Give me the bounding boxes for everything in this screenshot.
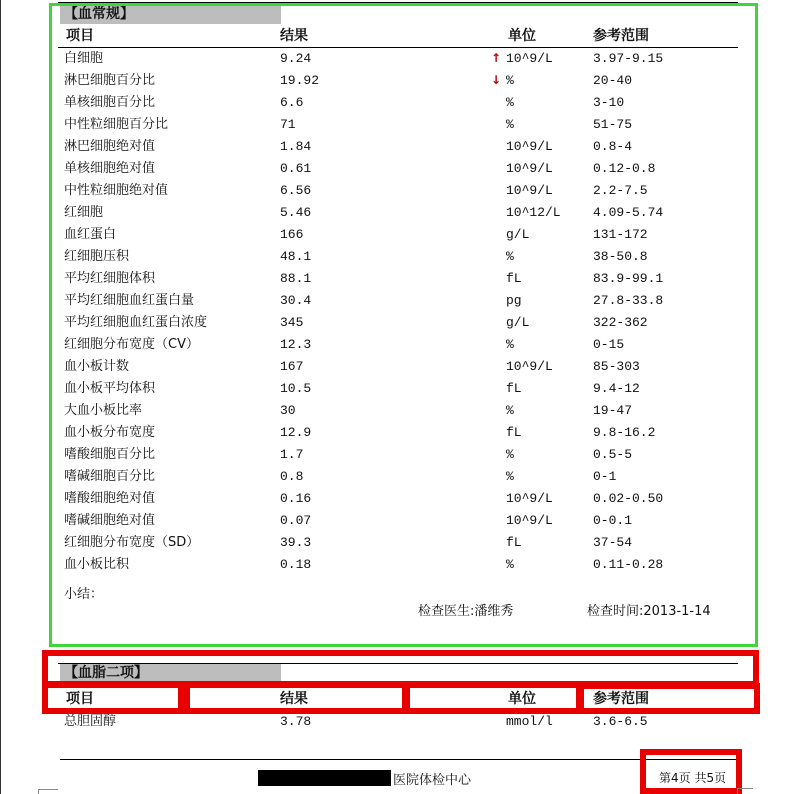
item-value: 0.8 [280,469,304,484]
header-unit: 单位 [508,28,536,44]
item-name: 总胆固醇 [64,714,117,729]
item-value: 345 [280,315,304,330]
item-value: 88.1 [280,271,312,286]
item-value: 71 [280,117,296,132]
item-reference: 0-15 [593,337,625,352]
item-unit: 10^9/L [506,161,553,176]
item-unit: % [506,337,514,352]
arrow-down-icon: ↓ [491,73,502,87]
highlight-box-red-reference [578,683,760,714]
item-unit: 10^9/L [506,51,553,66]
item-name: 单核细胞百分比 [64,95,156,110]
item-reference: 19-47 [593,403,633,418]
item-reference: 0.12-0.8 [593,161,656,176]
header-unit: 单位 [508,691,536,707]
item-reference: 3.6-6.5 [593,714,648,729]
item-value: 39.3 [280,535,312,550]
header-result: 结果 [280,28,308,44]
section-title-blood-lipids: 【血脂二项】 [60,664,281,683]
item-value: 30.4 [280,293,312,308]
item-unit: 10^9/L [506,359,553,374]
item-reference: 0.8-4 [593,139,633,154]
footer-rule [60,759,738,760]
item-unit: 10^9/L [506,139,553,154]
item-unit: g/L [506,315,530,330]
header-item: 项目 [66,28,94,44]
item-name: 红细胞压积 [64,249,130,264]
item-reference: 4.09-5.74 [593,205,664,220]
item-name: 白细胞 [64,51,104,66]
item-reference: 37-54 [593,535,633,550]
crop-mark [38,789,39,794]
item-value: 167 [280,359,304,374]
summary-label: 小结： [64,587,104,602]
item-value: 3.78 [280,714,312,729]
item-value: 0.18 [280,557,312,572]
item-unit: fL [506,271,522,286]
item-value: 10.5 [280,381,312,396]
item-name: 嗜碱细胞绝对值 [64,513,156,528]
item-name: 淋巴细胞绝对值 [64,139,156,154]
item-unit: % [506,95,514,110]
item-name: 红细胞分布宽度（CV） [64,337,199,352]
item-value: 30 [280,403,296,418]
highlight-box-green [49,3,758,647]
item-name: 红细胞分布宽度（SD） [64,535,200,550]
item-unit: % [506,117,514,132]
item-unit: pg [506,293,522,308]
item-name: 中性粒细胞百分比 [64,117,169,132]
crop-mark [38,789,58,790]
item-reference: 0.02-0.50 [593,491,664,506]
item-unit: fL [506,381,522,396]
item-unit: mmol/l [506,714,553,729]
item-reference: 3.97-9.15 [593,51,664,66]
exam-time: 检查时间:2013-1-14 [587,604,711,619]
item-value: 12.3 [280,337,312,352]
item-value: 6.56 [280,183,312,198]
page-number: 第4页 共5页 [659,771,727,785]
item-value: 0.61 [280,161,312,176]
item-value: 12.9 [280,425,312,440]
item-reference: 9.8-16.2 [593,425,656,440]
item-unit: % [506,469,514,484]
item-value: 48.1 [280,249,312,264]
item-name: 血小板计数 [64,359,130,374]
item-value: 166 [280,227,304,242]
redacted-block [258,770,391,786]
highlight-box-red-page [640,749,742,794]
item-name: 血小板比积 [64,557,130,572]
item-reference: 0.11-0.28 [593,557,664,572]
item-name: 血小板分布宽度 [64,425,156,440]
item-reference: 9.4-12 [593,381,640,396]
item-reference: 2.2-7.5 [593,183,648,198]
item-value: 6.6 [280,95,304,110]
highlight-box-red-unit [404,682,582,714]
item-reference: 0.5-5 [593,447,633,462]
item-reference: 131-172 [593,227,648,242]
item-name: 嗜碱细胞百分比 [64,469,156,484]
item-unit: % [506,249,514,264]
item-name: 平均红细胞血红蛋白浓度 [64,315,208,330]
item-reference: 83.9-99.1 [593,271,664,286]
item-name: 嗜酸细胞百分比 [64,447,156,462]
item-unit: 10^9/L [506,513,553,528]
item-unit: g/L [506,227,530,242]
header-result: 结果 [280,691,308,707]
item-reference: 51-75 [593,117,633,132]
item-name: 单核细胞绝对值 [64,161,156,176]
arrow-up-icon: ↑ [491,51,502,65]
highlight-box-red-item [42,682,184,714]
item-reference: 322-362 [593,315,648,330]
header-reference: 参考范围 [593,691,649,707]
item-value: 1.84 [280,139,312,154]
item-reference: 0-0.1 [593,513,633,528]
item-value: 5.46 [280,205,312,220]
item-value: 0.16 [280,491,312,506]
item-unit: 10^9/L [506,491,553,506]
item-unit: % [506,447,514,462]
crop-mark [737,788,753,789]
item-unit: 10^9/L [506,183,553,198]
footer-organization: 医院体检中心 [393,773,472,788]
item-reference: 38-50.8 [593,249,648,264]
examining-doctor: 检查医生:潘维秀 [418,604,514,619]
item-unit: fL [506,535,522,550]
header-reference: 参考范围 [593,28,649,44]
highlight-box-red-result [184,682,408,714]
item-reference: 27.8-33.8 [593,293,664,308]
item-name: 血小板平均体积 [64,381,156,396]
item-name: 平均红细胞血红蛋白量 [64,293,195,308]
item-name: 中性粒细胞绝对值 [64,183,169,198]
item-name: 淋巴细胞百分比 [64,73,156,88]
item-reference: 85-303 [593,359,640,374]
crop-mark [737,788,738,794]
item-name: 红细胞 [64,205,104,220]
item-reference: 20-40 [593,73,633,88]
item-value: 9.24 [280,51,312,66]
item-unit: 10^12/L [506,205,561,220]
item-unit: % [506,557,514,572]
item-unit: fL [506,425,522,440]
section-title-blood-routine: 【血常规】 [60,5,281,24]
table-row [0,711,792,733]
item-name: 血红蛋白 [64,227,117,242]
item-name: 大血小板比率 [64,403,143,418]
item-name: 嗜酸细胞绝对值 [64,491,156,506]
item-value: 1.7 [280,447,304,462]
item-reference: 3-10 [593,95,625,110]
item-reference: 0-1 [593,469,617,484]
header-item: 项目 [66,691,94,707]
item-unit: % [506,403,514,418]
item-value: 19.92 [280,73,320,88]
item-value: 0.07 [280,513,312,528]
item-unit: % [506,73,514,88]
item-name: 平均红细胞体积 [64,271,156,286]
